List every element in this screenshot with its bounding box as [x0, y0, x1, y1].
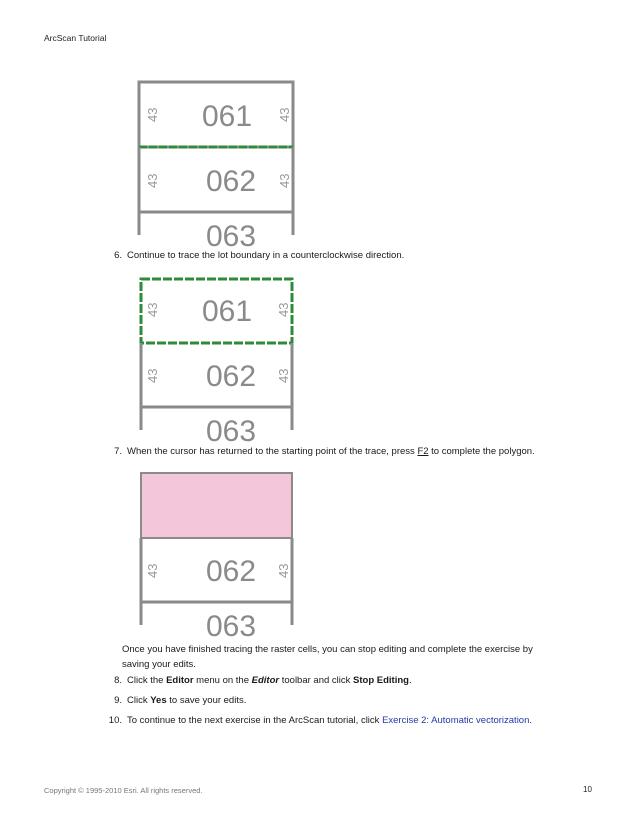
side-number-left-top: 43	[145, 302, 160, 317]
step-8-part: toolbar and click	[279, 675, 354, 686]
parcel-figure-1	[138, 80, 298, 253]
step-8-text	[127, 675, 412, 686]
step-8-number: 8.	[114, 675, 122, 686]
parcel-figure-2	[138, 275, 298, 448]
yes-command: Yes	[150, 695, 167, 706]
step-9-text	[127, 695, 246, 706]
step-6-text: Continue to trace the lot boundary in a counterclockwise direction.	[127, 250, 405, 261]
side-number-left-top: 43	[145, 107, 160, 122]
editor-toolbar-name: Editor	[251, 675, 280, 686]
lot-label-061: 061	[202, 100, 253, 133]
step-9-part: to save your edits.	[166, 695, 247, 706]
step-9-part: Click	[127, 695, 151, 706]
side-number-left-mid: 43	[145, 173, 160, 188]
step-8-part: menu on the	[193, 675, 252, 686]
side-number-right-mid: 43	[276, 563, 291, 578]
closing-paragraph	[122, 642, 533, 672]
completed-polygon	[141, 473, 292, 538]
side-number-left-mid: 43	[145, 563, 160, 578]
parcel-figure-3	[138, 470, 298, 643]
f2-key: F2	[417, 446, 429, 457]
document-header: ArcScan Tutorial	[44, 33, 107, 43]
step-10-part: .	[529, 715, 533, 726]
step-10-number: 10.	[108, 715, 122, 726]
step-7-pre: When the cursor has returned to the starting point of the trace, press	[127, 446, 418, 457]
lot-label-062: 062	[206, 360, 257, 393]
side-number-left-mid: 43	[145, 368, 160, 383]
lot-label-063: 063	[206, 415, 257, 448]
lot-label-062: 062	[206, 165, 257, 198]
side-number-right-top: 43	[277, 107, 292, 122]
step-9-number: 9.	[114, 695, 122, 706]
closing-paragraph-line-2: saving your edits.	[122, 659, 196, 670]
exercise-2-link[interactable]: Exercise 2: Automatic vectorization	[382, 715, 530, 726]
lot-label-063: 063	[206, 610, 257, 643]
closing-paragraph-line-1: Once you have finished tracing the raster cells, you can stop editing and complete the exercise by	[122, 644, 533, 655]
step-10-text	[127, 715, 532, 726]
copyright-footer: Copyright © 1995-2010 Esri. All rights reserved.	[44, 786, 203, 795]
lot-label-061: 061	[202, 295, 253, 328]
step-7-number: 7.	[114, 446, 122, 457]
step-8-part: Click the	[127, 675, 167, 686]
step-7-text	[127, 446, 535, 457]
step-8-part: .	[408, 675, 412, 686]
step-7-post: to complete the polygon.	[428, 446, 535, 457]
side-number-right-mid: 43	[276, 368, 291, 383]
editor-menu-name: Editor	[166, 675, 194, 686]
side-number-right-top: 43	[276, 302, 291, 317]
page-number: 10	[583, 785, 592, 794]
lot-label-063: 063	[206, 220, 257, 253]
lot-label-062: 062	[206, 555, 257, 588]
side-number-right-mid: 43	[277, 173, 292, 188]
step-10-part: To continue to the next exercise in the ArcScan tutorial, click	[127, 715, 383, 726]
step-6-number: 6.	[114, 250, 122, 261]
stop-editing-command: Stop Editing	[353, 675, 409, 686]
